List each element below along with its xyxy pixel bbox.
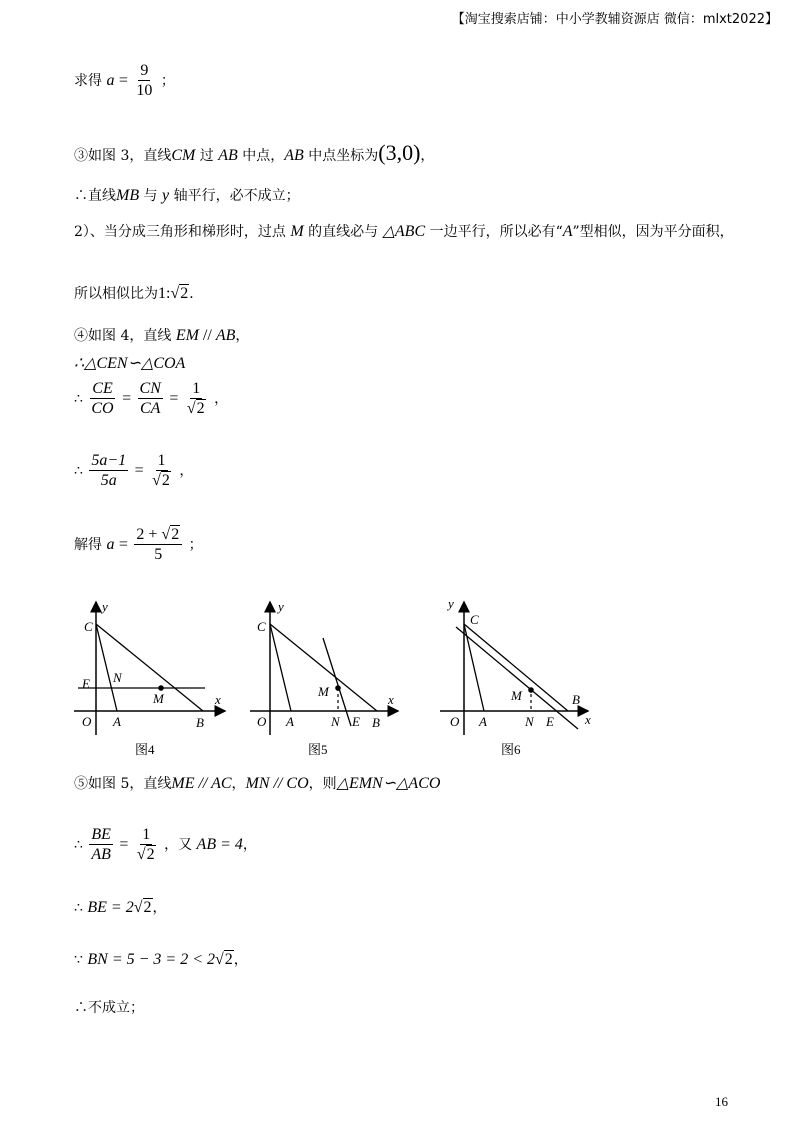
figure-6-caption: 图6 — [501, 742, 521, 757]
line-be-ab: ∴ $\frac{BE}{AB}$ = $\frac{1}{√2}$ ，又 AB = 4， — [74, 826, 257, 863]
svg-text:E: E — [352, 714, 360, 729]
line-similar-cen-coa: ∴△CEN∽△COA — [74, 355, 186, 372]
line-triangle-trapezoid: 2）、当分成三角形和梯形时，过点 M 的直线必与 △ABC 一边平行，所以必有“A”型相似，因为平分面积， — [74, 223, 734, 240]
svg-text:N: N — [525, 714, 534, 729]
figure-4 — [74, 599, 225, 757]
svg-text:x: x — [585, 712, 591, 727]
svg-text:O: O — [450, 714, 460, 729]
svg-text:B: B — [372, 715, 380, 730]
svg-text:B: B — [572, 692, 580, 707]
svg-text:C: C — [470, 612, 479, 627]
point-m — [158, 685, 164, 691]
point-m — [528, 687, 534, 693]
svg-text:O: O — [257, 714, 267, 729]
svg-text:B: B — [196, 715, 204, 730]
svg-text:A: A — [113, 714, 121, 729]
svg-text:y: y — [102, 599, 108, 614]
svg-text:C: C — [84, 619, 93, 634]
svg-text:N: N — [113, 670, 122, 685]
svg-text:E: E — [546, 714, 554, 729]
figure-4-caption: 图4 — [135, 742, 155, 757]
line-case-5: ⑤如图 5，直线ME // AC，MN // CO，则△EMN∽△ACO — [74, 775, 441, 792]
page-header: 【淘宝搜索店铺：中小学教辅资源店 微信：mlxt2022】 — [451, 12, 778, 27]
figure-6 — [440, 596, 591, 757]
svg-text:E: E — [82, 676, 90, 691]
svg-text:M: M — [318, 684, 329, 699]
line-case-3: ③如图 3，直线CM 过 AB 中点，AB 中点坐标为(3,0)， — [74, 140, 435, 165]
svg-text:x: x — [215, 692, 221, 707]
svg-text:M: M — [153, 691, 164, 706]
figure-5-caption: 图5 — [308, 742, 328, 757]
point-m — [335, 685, 341, 691]
line-not-valid: ∴不成立； — [74, 1000, 144, 1016]
svg-text:N: N — [331, 714, 340, 729]
svg-text:A: A — [479, 714, 487, 729]
line-be-value: ∴ BE = 2√2， — [74, 899, 167, 916]
fraction: $\frac{9}{10}$ — [136, 62, 153, 99]
line-mb-parallel: ∴直线MB 与 y 轴平行，必不成立； — [74, 187, 300, 204]
line-solve-a: 解得 a = $\frac{2 + √2}{5}$ ； — [74, 526, 203, 563]
line-ratio: 所以相似比为1:√2． — [74, 285, 204, 302]
svg-text:y: y — [278, 599, 284, 614]
svg-text:M: M — [511, 688, 522, 703]
svg-text:C: C — [257, 619, 266, 634]
figures-4-5-6 — [60, 590, 620, 760]
figure-5 — [250, 599, 398, 757]
line-solve-a-9-10: 求得 a = $\frac{9}{10}$ ； — [74, 62, 175, 99]
line-ratio-ce-co: ∴ $\frac{CE}{CO}$ = $\frac{CN}{CA}$ = $\frac{1}{√2}$ ， — [74, 380, 229, 417]
sqrt: √2 — [170, 285, 189, 302]
line-5a-equation: ∴ $\frac{5a-1}{5a}$ = $\frac{1}{√2}$ ， — [74, 452, 194, 489]
line-case-4: ④如图 4，直线 EM // AB， — [74, 327, 250, 344]
svg-text:x: x — [388, 692, 394, 707]
svg-text:A: A — [286, 714, 294, 729]
page-number: 16 — [715, 1094, 728, 1109]
svg-text:y: y — [448, 596, 454, 611]
svg-text:O: O — [82, 714, 92, 729]
line-bn-value: ∵ BN = 5 − 3 = 2 < 2√2， — [74, 951, 248, 968]
